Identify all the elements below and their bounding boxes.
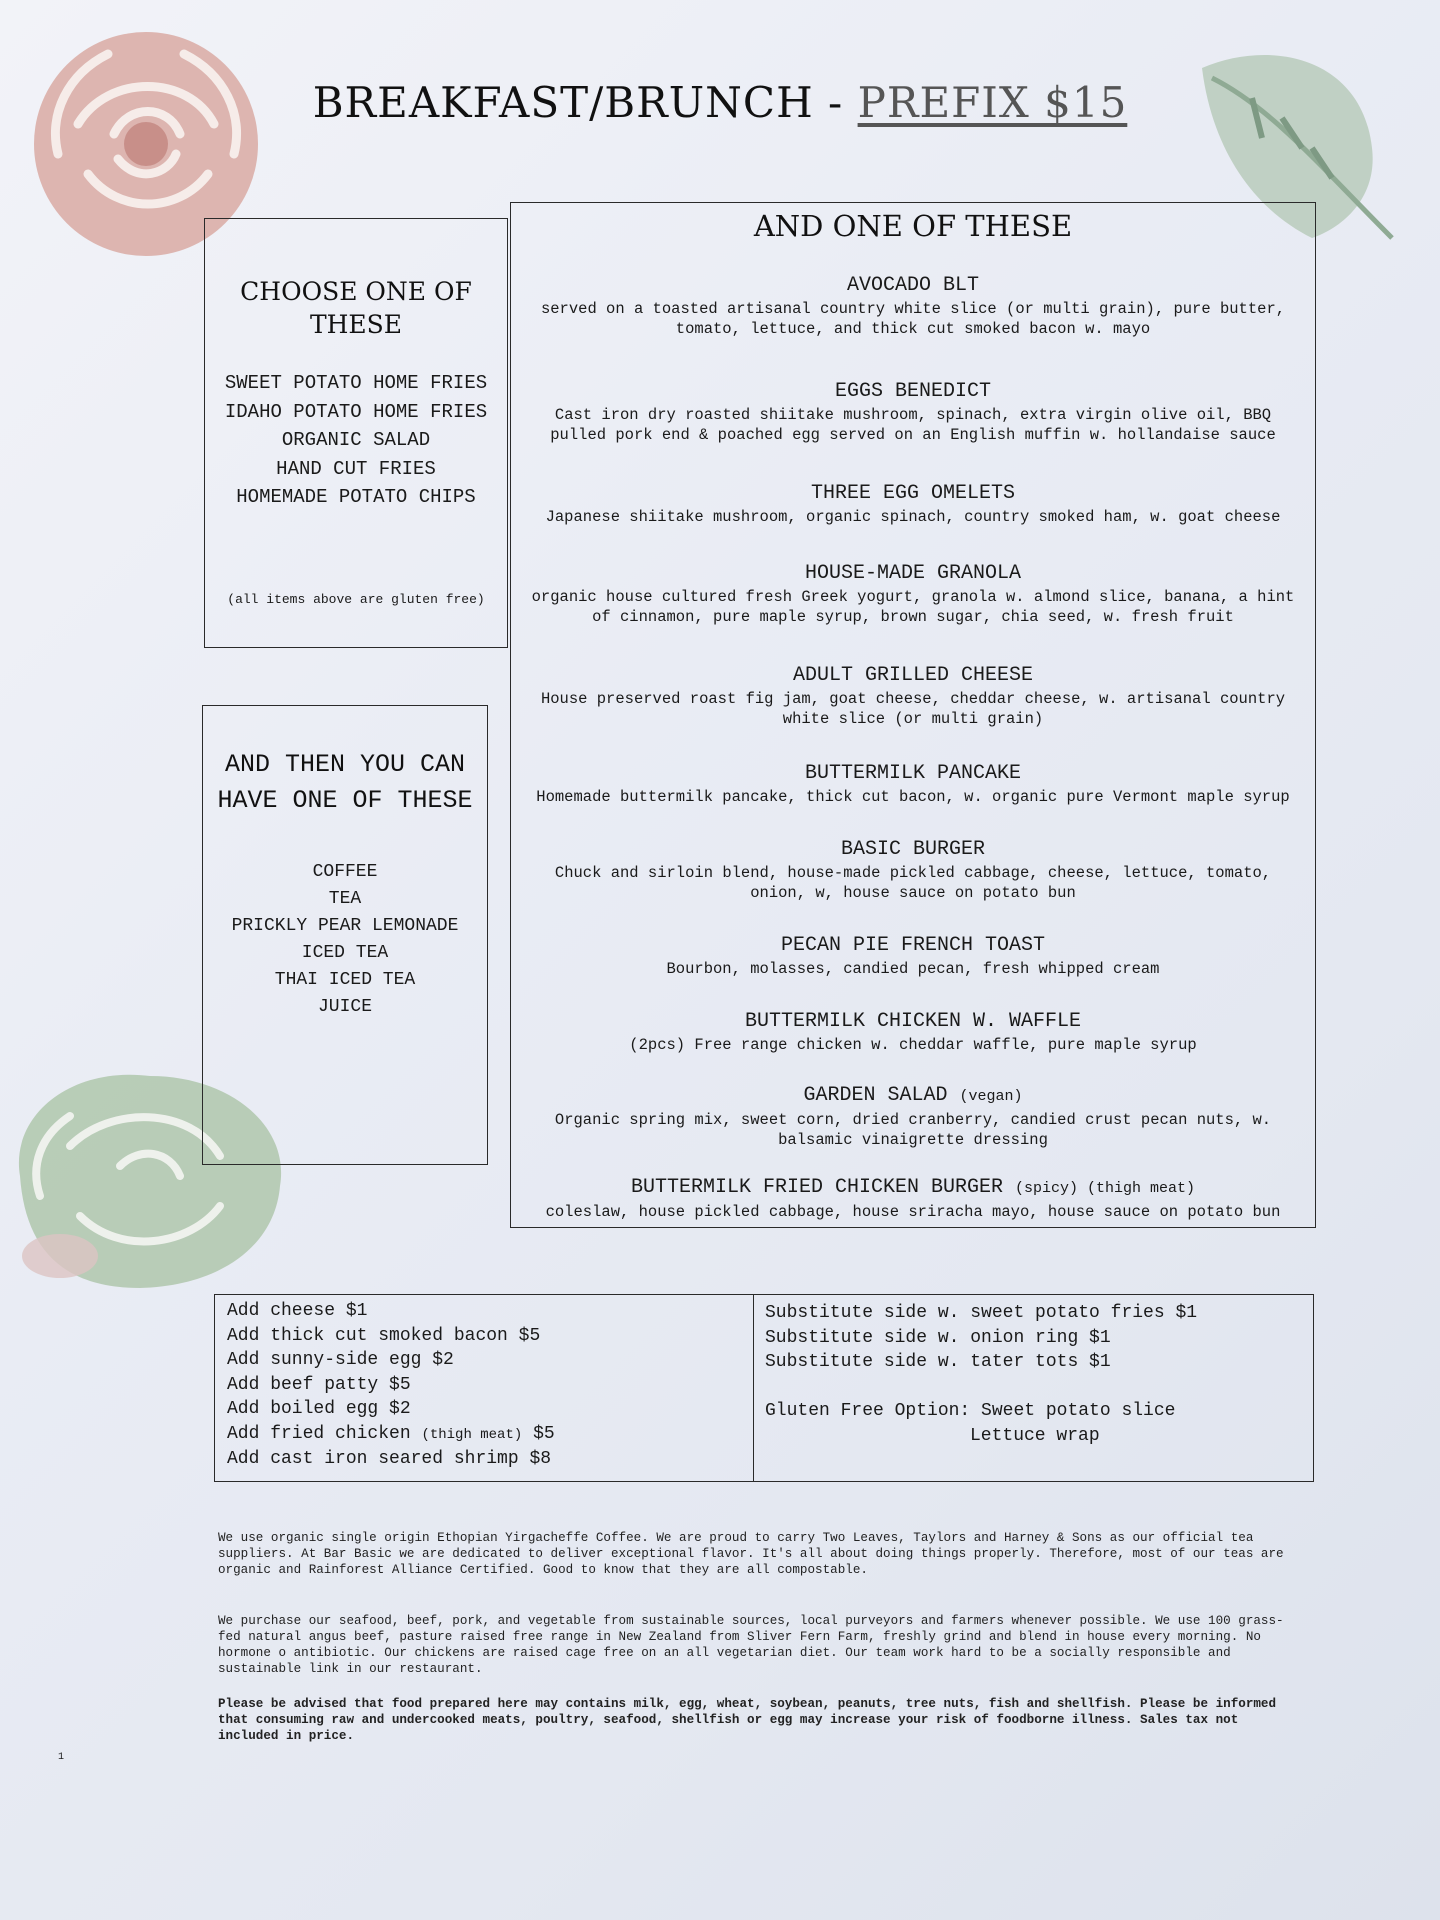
coffee-tea-paragraph: We use organic single origin Ethopian Yirgacheffe Coffee. We are proud to carry Two Leaves, Taylors and Harney & Sons as our official tea suppliers. At Bar Basic we are dedicated to deliver exceptional flavor. It's all about doing things properly. Therefore, most of our teas are organic and Rainforest Alliance Certified. Good to know that they are all compostable. [218, 1531, 1284, 1577]
item-name: THREE EGG OMELETS [810, 482, 1016, 505]
addon-item: Add thick cut smoked bacon $5 [227, 1325, 541, 1346]
list-item: COFFEE [312, 862, 378, 882]
allergen-paragraph: Please be advised that food prepared here may contains milk, egg, wheat, soybean, peanuts, tree nuts, fish and shellfish. Please be informed that consuming raw and undercooked meats, poultry, seafood, shellfish or egg may increase your risk of foodborne illness. Sales tax not included in price. [218, 1697, 1277, 1743]
mains-heading: AND ONE OF THESE [753, 209, 1073, 243]
prefix-price: PREFIX $15 [857, 78, 1128, 127]
gluten-free-note: (all items above are gluten free) [227, 592, 485, 607]
list-item: THAI ICED TEA [274, 970, 416, 990]
item-name: HOUSE-MADE GRANOLA [804, 562, 1022, 585]
list-item: HAND CUT FRIES [276, 457, 436, 480]
menu-item [511, 561, 1315, 627]
drinks-list [203, 859, 487, 1021]
item-name: BASIC BURGER [840, 838, 986, 861]
substitute-item: Substitute side w. sweet potato fries $1 [765, 1303, 1198, 1323]
list-item: ORGANIC SALAD [281, 429, 431, 451]
item-desc: served on a toasted artisanal country white slice (or multi grain), pure butter, tomato, lettuce, and thick cut smoked bacon w. mayo [540, 300, 1286, 338]
addon-item: Add sunny-side egg $2 [227, 1350, 454, 1370]
menu-title [0, 78, 1440, 127]
item-name: EGGS BENEDICT [834, 380, 992, 403]
sourcing-paragraph: We purchase our seafood, beef, pork, and vegetable from sustainable sources, local purveyors and farmers whenever possible. We use 100 grass-fed natural angus beef, pasture raised free range in New Zealand from Sliver Fern Farm, freshly grind and blend in house every morning. No hormone o antibiotic. Our chickens are raised cage free on an all vegetarian diet. Our team work hard to be a socially responsible and sustainable link in our restaurant. [218, 1614, 1284, 1676]
item-name: AVOCADO BLT [846, 274, 980, 297]
list-item: HOMEMADE POTATO CHIPS [236, 486, 476, 508]
menu-item [511, 481, 1315, 527]
item-desc: organic house cultured fresh Greek yogurt, granola w. almond slice, banana, a hint of cinnamon, pure maple syrup, brown sugar, chia seed, w. fresh fruit [531, 588, 1295, 626]
drinks-heading: AND THEN YOU CAN HAVE ONE OF THESE [217, 750, 473, 815]
menu-item [511, 1175, 1315, 1222]
menu-item [511, 273, 1315, 339]
addon-item: Add boiled egg $2 [227, 1399, 411, 1419]
gluten-free-option [765, 1399, 1305, 1448]
item-desc: Bourbon, molasses, candied pecan, fresh whipped cream [666, 960, 1160, 978]
drinks-box [202, 705, 488, 1165]
item-name: ADULT GRILLED CHEESE [792, 664, 1034, 687]
menu-item [511, 761, 1315, 807]
menu-item [511, 933, 1315, 979]
list-item: JUICE [317, 997, 372, 1017]
substitutes-list [765, 1295, 1305, 1481]
addon-note: (thigh meat) [421, 1426, 523, 1443]
item-tag: (spicy) (thigh meat) [1015, 1180, 1196, 1197]
item-desc: House preserved roast fig jam, goat cheese, cheddar cheese, w. artisanal country white slice (or multi grain) [540, 690, 1286, 728]
item-name: GARDEN SALAD [803, 1084, 948, 1107]
list-item: ICED TEA [301, 943, 389, 963]
sides-list [205, 369, 507, 512]
item-name: BUTTERMILK CHICKEN W. WAFFLE [744, 1010, 1082, 1033]
list-item: IDAHO POTATO HOME FRIES [224, 400, 488, 423]
mains-box [510, 202, 1316, 1228]
addon-price: $5 [522, 1423, 555, 1444]
gluten-free-label: Gluten Free Option: Sweet potato slice [765, 1401, 1176, 1421]
sides-box [204, 218, 508, 648]
item-desc: Organic spring mix, sweet corn, dried cranberry, candied crust pecan nuts, w. balsamic vinaigrette dressing [554, 1111, 1272, 1149]
addon-item: Add cast iron seared shrimp $8 [227, 1449, 552, 1469]
item-name: PECAN PIE FRENCH TOAST [780, 934, 1046, 957]
sides-heading: CHOOSE ONE OF THESE [240, 277, 472, 339]
substitute-item: Substitute side w. tater tots $1 [765, 1352, 1111, 1372]
menu-item [511, 1083, 1315, 1150]
list-item: TEA [328, 889, 362, 909]
menu-item [511, 379, 1315, 445]
menu-item [511, 1009, 1315, 1055]
list-item: PRICKLY PEAR LEMONADE [231, 916, 459, 936]
substitute-item: Substitute side w. onion ring $1 [765, 1327, 1111, 1348]
item-name: BUTTERMILK FRIED CHICKEN BURGER [630, 1176, 1003, 1199]
gluten-free-second: Lettuce wrap [970, 1425, 1100, 1446]
item-desc: Chuck and sirloin blend, house-made pickled cabbage, cheese, lettuce, tomato, onion, w, house sauce on potato bun [554, 864, 1272, 902]
addon-item [227, 1422, 757, 1448]
list-item: SWEET POTATO HOME FRIES [224, 372, 488, 394]
addon-item: Add beef patty $5 [227, 1374, 411, 1395]
column-divider [753, 1295, 754, 1481]
item-desc: Homemade buttermilk pancake, thick cut bacon, w. organic pure Vermont maple syrup [536, 788, 1290, 806]
addon-text: Add fried chicken [227, 1423, 422, 1444]
title-text: BREAKFAST/BRUNCH - [312, 78, 858, 127]
item-desc: Japanese shiitake mushroom, organic spinach, country smoked ham, w. goat cheese [545, 508, 1281, 526]
addon-item: Add cheese $1 [227, 1301, 368, 1321]
item-name: BUTTERMILK PANCAKE [804, 762, 1022, 785]
item-desc: (2pcs) Free range chicken w. cheddar waffle, pure maple syrup [629, 1036, 1197, 1054]
menu-item [511, 837, 1315, 903]
addons-list [227, 1295, 757, 1481]
item-desc: coleslaw, house pickled cabbage, house sriracha mayo, house sauce on potato bun [545, 1203, 1281, 1221]
item-tag: (vegan) [959, 1088, 1023, 1105]
page-number: 1 [58, 1752, 65, 1763]
item-desc: Cast iron dry roasted shiitake mushroom, spinach, extra virgin olive oil, BBQ pulled pork end & poached egg served on an English muffin w. hollandaise sauce [550, 406, 1276, 444]
addons-box [214, 1294, 1314, 1482]
menu-item [511, 663, 1315, 729]
